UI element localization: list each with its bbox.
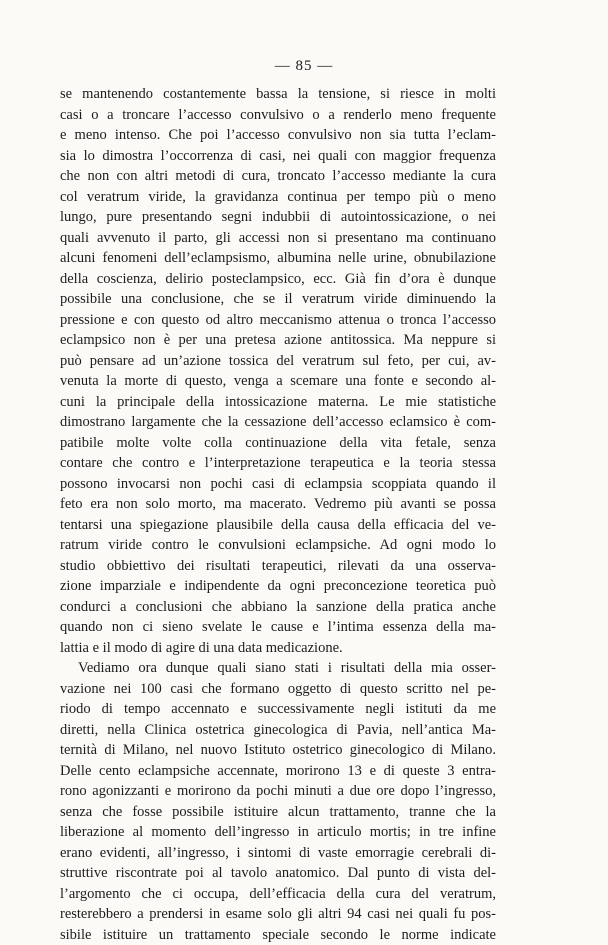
text-line: col veratrum viride, la gravidanza continua per tempo più o meno (60, 187, 496, 208)
text-line: Delle cento eclampsiche accennate, morirono 13 e di queste 3 entra- (60, 761, 496, 782)
text-line: diretti, nella Clinica ostetrica ginecologica di Pavia, nell’antica Ma- (60, 720, 496, 741)
text-line: pressione e con questo od altro meccanismo attenua o tronca l’accesso (60, 310, 496, 331)
text-line: ternità di Milano, nel nuovo Istituto ostetrico ginecologico di Milano. (60, 740, 496, 761)
text-line: vazione nei 100 casi che formano oggetto di questo scritto nel pe- (60, 679, 496, 700)
text-line: Vediamo ora dunque quali siano stati i risultati della mia osser- (60, 658, 496, 679)
text-line: quali avvenuto il parto, gli accessi non si presentano ma continuano (60, 228, 496, 249)
text-line: tentarsi una spiegazione plausibile della causa della efficacia del ve- (60, 515, 496, 536)
text-line: possibile una conclusione, che se il veratrum viride diminuendo la (60, 289, 496, 310)
text-line: casi o a troncare l’accesso convulsivo o a renderlo meno frequente (60, 105, 496, 126)
text-line: lungo, pure presentando segni indubbii di autointossicazione, o nei (60, 207, 496, 228)
text-line: può pensare ad un’azione tossica del veratrum sul feto, per cui, av- (60, 351, 496, 372)
text-line: erano evidenti, all’ingresso, i sintomi di vaste emorragie cerebrali di- (60, 843, 496, 864)
text-line: quando non ci sieno svelate le cause e l’intima essenza della ma- (60, 617, 496, 638)
page-number: — 85 — (0, 58, 608, 75)
text-line: struttive riscontrate poi al tavolo anatomico. Dal punto di vista del- (60, 863, 496, 884)
text-line: ratrum viride contro le convulsioni eclampsiche. Ad ogni modo lo (60, 535, 496, 556)
text-line: studio obbiettivo dei risultati terapeutici, rilevati da una osserva- (60, 556, 496, 577)
text-line: condurci a conclusioni che abbiano la sanzione della pratica anche (60, 597, 496, 618)
text-line: eclampsico non è per una pretesa azione antitossica. Ma neppure si (60, 330, 496, 351)
text-line: riodo di tempo accennato e successivamente negli istituti da me (60, 699, 496, 720)
text-line: dimostrano largamente che la cessazione dell’accesso eclamsico è com- (60, 412, 496, 433)
body-text (60, 84, 496, 945)
text-line: che non con altri metodi di cura, troncato l’accesso mediante la cura (60, 166, 496, 187)
text-line: lattia e il modo di agire di una data medicazione. (60, 638, 496, 659)
text-line: resterebbero a prendersi in esame solo gli altri 94 casi nei quali fu pos- (60, 904, 496, 925)
text-line: rono agonizzanti e morirono da pochi minuti a due ore dopo l’ingresso, (60, 781, 496, 802)
paragraph-2 (60, 658, 496, 945)
text-line: della coscienza, delirio posteclampsico, ecc. Già fin d’ora è dunque (60, 269, 496, 290)
text-line: contare che contro e l’interpretazione terapeutica e la teoria stessa (60, 453, 496, 474)
text-line: zione imparziale e indipendente da ogni preconcezione teoretica può (60, 576, 496, 597)
text-line: sibile istituire un trattamento speciale secondo le norme indicate (60, 925, 496, 945)
text-line: l’argomento che ci occupa, dell’efficacia della cura del veratrum, (60, 884, 496, 905)
text-line: venuta la morte di questo, venga a scemare una fonte e secondo al- (60, 371, 496, 392)
text-line: possono invocarsi non pochi casi di eclampsia scoppiata quando il (60, 474, 496, 495)
text-line: liberazione al momento dell’ingresso in articulo mortis; in tre infine (60, 822, 496, 843)
text-line: sia lo dimostra l’occorrenza di casi, nei quali con maggior frequenza (60, 146, 496, 167)
text-line: feto era non solo morto, ma macerato. Vedremo più avanti se possa (60, 494, 496, 515)
text-line: alcuni fenomeni dell’eclampsismo, albumina nelle urine, obnubilazione (60, 248, 496, 269)
text-line: e meno intenso. Che poi l’accesso convulsivo non sia tutta l’eclam- (60, 125, 496, 146)
text-line: cuni la principale della intossicazione materna. Le mie statistiche (60, 392, 496, 413)
paragraph-1 (60, 84, 496, 658)
text-line: patibile molte volte colla continuazione della vita fetale, senza (60, 433, 496, 454)
text-line: senza che fosse possibile istituire alcun trattamento, tranne che la (60, 802, 496, 823)
text-line: se mantenendo costantemente bassa la tensione, si riesce in molti (60, 84, 496, 105)
